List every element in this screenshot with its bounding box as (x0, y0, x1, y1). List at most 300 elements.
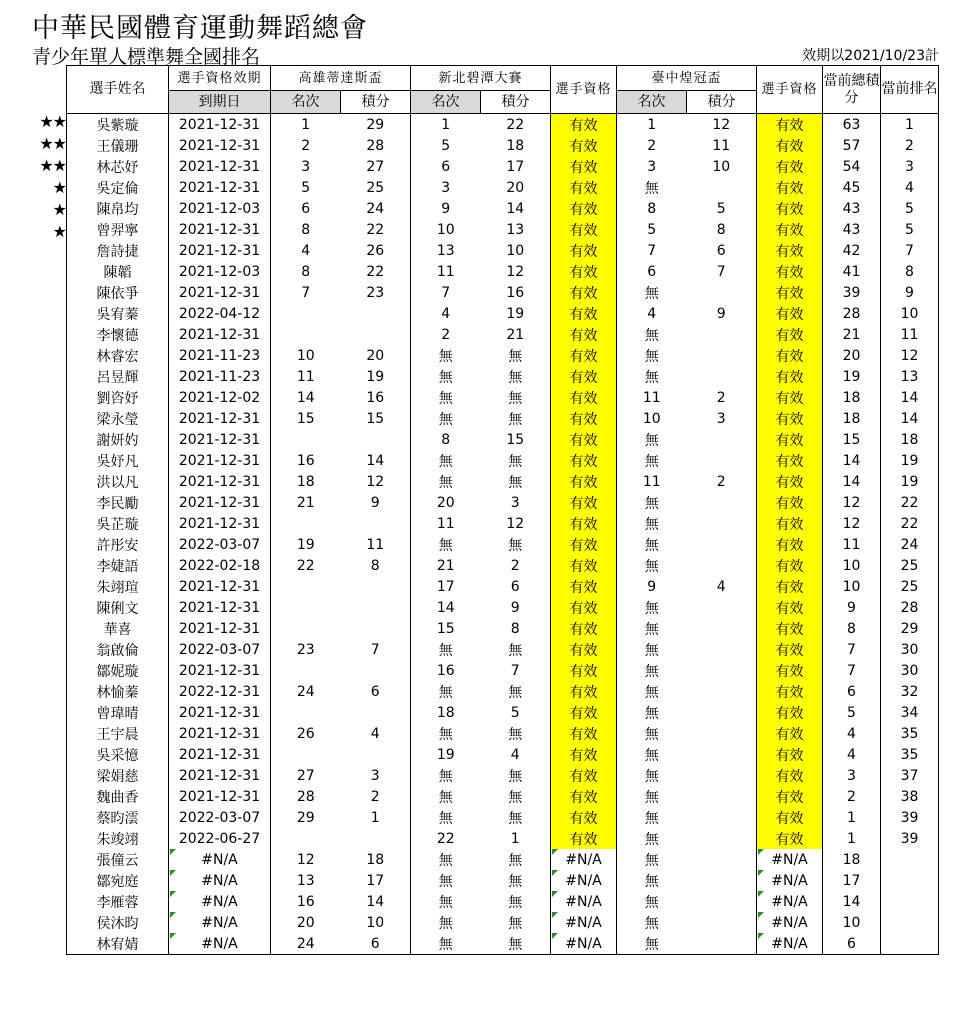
qual1-cell: 有效 (551, 639, 617, 660)
total-cell: 12 (823, 492, 881, 513)
header-total: 當前總積分 (823, 66, 881, 114)
rank-cell (881, 849, 939, 870)
comp3-place-cell: 無 (644, 831, 659, 848)
qual2-cell: 有效 (757, 597, 823, 618)
comp3-place-cell: 1 (647, 116, 657, 133)
expiry-cell: 2022-02-18 (169, 555, 271, 576)
comp2-place-cell: 無 (411, 933, 481, 955)
expiry-cell: 2021-12-31 (169, 492, 271, 513)
comp1-place-cell (271, 576, 341, 597)
comp2-points-cell: 2 (481, 555, 551, 576)
rank-cell: 25 (881, 576, 939, 597)
table-row (67, 597, 939, 618)
rank-cell: 24 (881, 534, 939, 555)
comp3-points-cell (687, 429, 757, 450)
comp3-points-cell (687, 345, 757, 366)
comp2-points-cell: 無 (481, 534, 551, 555)
comp2-points-cell: 無 (481, 387, 551, 408)
name-cell: 呂昱輝 (67, 366, 169, 387)
qual2-cell: 有效 (757, 366, 823, 387)
comp2-place-cell: 9 (441, 200, 451, 217)
qual2-cell: 有效 (757, 723, 823, 744)
qual2-cell: #N/A (757, 933, 823, 955)
qual2-cell: #N/A (757, 912, 823, 933)
total-cell: 42 (823, 240, 881, 261)
comp3-points-cell: 2 (687, 387, 757, 408)
comp1-points-cell (341, 618, 411, 639)
comp2-place-cell: 無 (438, 873, 453, 890)
qual2-cell: 有效 (757, 282, 823, 303)
qual2-cell: 有效 (757, 555, 823, 576)
expiry-cell: 2021-12-31 (169, 513, 271, 534)
qual1-cell: 有效 (551, 135, 617, 156)
comp2-points-cell: 16 (481, 282, 551, 303)
total-cell: 20 (823, 345, 881, 366)
ranking-stars: ★ (52, 222, 66, 241)
comp2-place-cell: 無 (438, 684, 453, 701)
rank-cell: 30 (881, 639, 939, 660)
comp3-points-cell: 10 (687, 156, 757, 177)
comp1-place-cell: 3 (301, 158, 311, 175)
expiry-cell: #N/A (169, 849, 271, 870)
qual1-cell: 有效 (551, 387, 617, 408)
comp1-points-cell: 4 (341, 723, 411, 744)
total-cell: 18 (823, 387, 881, 408)
ranking-stars: ★★ (39, 156, 66, 175)
comp3-points-cell: 9 (687, 303, 757, 324)
table-row (67, 513, 939, 534)
expiry-cell: 2022-03-07 (169, 639, 271, 660)
qual2-cell: 有效 (757, 408, 823, 429)
rank-cell: 35 (881, 723, 939, 744)
comp2-points-cell: 9 (481, 597, 551, 618)
comp3-points-cell (687, 891, 757, 912)
total-cell: 18 (823, 849, 881, 870)
table-row (67, 849, 939, 870)
total-cell: 15 (823, 429, 881, 450)
comp1-place-cell: 15 (296, 410, 315, 427)
comp2-place-cell: 無 (438, 789, 453, 806)
expiry-cell: 2021-12-31 (169, 135, 271, 156)
total-cell: 2 (823, 786, 881, 807)
comp1-place-cell: 8 (301, 221, 311, 238)
qual1-cell: 有效 (551, 828, 617, 849)
qual1-cell: 有效 (551, 765, 617, 786)
qual1-cell: 有效 (551, 555, 617, 576)
header-name: 選手姓名 (67, 66, 169, 114)
comp2-place-cell: 10 (436, 221, 455, 238)
qual1-cell: #N/A (551, 933, 617, 955)
comp3-points-cell (687, 177, 757, 198)
comp2-points-cell: 無 (481, 807, 551, 828)
comp2-points-cell: 5 (481, 702, 551, 723)
expiry-cell: 2021-12-31 (169, 618, 271, 639)
comp1-points-cell: 2 (341, 786, 411, 807)
comp2-place-cell: 21 (436, 557, 455, 574)
qual2-cell: 有效 (757, 618, 823, 639)
qual2-cell: 有效 (757, 786, 823, 807)
table-row (67, 891, 939, 912)
expiry-cell: 2022-04-12 (169, 303, 271, 324)
comp2-points-cell: 3 (481, 492, 551, 513)
comp3-points-cell (687, 366, 757, 387)
expiry-cell: 2021-12-31 (169, 219, 271, 240)
comp3-points-cell: 8 (687, 219, 757, 240)
comp1-place-cell: 7 (301, 284, 311, 301)
qual2-cell: 有效 (757, 513, 823, 534)
comp3-place-cell: 無 (644, 894, 659, 911)
comp2-points-cell: 12 (481, 513, 551, 534)
table-row (67, 765, 939, 786)
comp2-points-cell: 無 (481, 849, 551, 870)
name-cell: 陳依爭 (67, 282, 169, 303)
comp3-place-cell: 9 (647, 578, 657, 595)
qual1-cell: 有效 (551, 534, 617, 555)
qual2-cell: 有效 (757, 429, 823, 450)
expiry-cell: 2021-12-31 (169, 114, 271, 136)
comp1-points-cell (341, 429, 411, 450)
comp2-points-cell: 12 (481, 261, 551, 282)
comp1-points-cell: 9 (341, 492, 411, 513)
comp3-place-cell: 無 (644, 537, 659, 554)
name-cell: 梁娟慈 (67, 765, 169, 786)
comp3-place-cell: 無 (644, 684, 659, 701)
comp2-points-cell: 7 (481, 660, 551, 681)
comp2-place-cell: 4 (441, 305, 451, 322)
qual2-cell: 有效 (757, 534, 823, 555)
name-cell: 李懷德 (67, 324, 169, 345)
header-rank: 當前排名 (881, 66, 939, 114)
comp1-points-cell: 22 (341, 219, 411, 240)
comp3-points-cell (687, 555, 757, 576)
expiry-cell: #N/A (169, 912, 271, 933)
total-cell: 4 (823, 723, 881, 744)
comp3-points-cell (687, 828, 757, 849)
table-row (67, 912, 939, 933)
comp1-points-cell (341, 324, 411, 345)
comp1-place-cell: 13 (296, 872, 315, 889)
qual2-cell: 有效 (757, 387, 823, 408)
comp1-points-cell: 12 (341, 471, 411, 492)
comp3-place-cell: 無 (644, 600, 659, 617)
comp1-place-cell: 22 (296, 557, 315, 574)
comp3-points-cell: 11 (687, 135, 757, 156)
comp3-points-cell (687, 702, 757, 723)
rank-cell: 4 (881, 177, 939, 198)
header-comp3: 臺中煌冠盃 (617, 66, 757, 91)
comp2-place-cell: 無 (438, 810, 453, 827)
rank-cell (881, 870, 939, 891)
comp3-place-cell: 無 (617, 933, 687, 955)
qual1-cell: #N/A (551, 891, 617, 912)
rank-cell (881, 891, 939, 912)
total-cell: 3 (823, 765, 881, 786)
comp2-points-cell: 21 (481, 324, 551, 345)
name-cell: 李民勵 (67, 492, 169, 513)
comp3-place-cell: 無 (644, 432, 659, 449)
header-qual2: 選手資格 (757, 66, 823, 114)
qual2-cell: 有效 (757, 765, 823, 786)
rank-cell: 5 (881, 219, 939, 240)
rank-cell: 14 (881, 408, 939, 429)
expiry-cell: 2021-12-31 (169, 597, 271, 618)
table-row (67, 555, 939, 576)
comp2-points-cell: 20 (481, 177, 551, 198)
comp2-place-cell: 無 (438, 537, 453, 554)
qual1-cell: 有效 (551, 597, 617, 618)
comp2-points-cell: 無 (481, 366, 551, 387)
total-cell: 41 (823, 261, 881, 282)
total-cell: 9 (823, 597, 881, 618)
comp1-place-cell (271, 597, 341, 618)
qual1-cell: 有效 (551, 429, 617, 450)
comp1-place-cell: 20 (296, 914, 315, 931)
expiry-cell: 2021-12-31 (169, 429, 271, 450)
expiry-cell: 2021-12-31 (169, 156, 271, 177)
comp1-place-cell (271, 324, 341, 345)
comp3-points-cell (687, 513, 757, 534)
rank-cell (881, 933, 939, 955)
comp1-place-cell: 14 (296, 389, 315, 406)
table-row (67, 198, 939, 219)
comp1-place-cell: 5 (301, 179, 311, 196)
qual1-cell: #N/A (551, 912, 617, 933)
page-title: 中華民國體育運動舞蹈總會 (32, 13, 368, 44)
qual1-cell: 有效 (551, 618, 617, 639)
expiry-cell: 2021-12-31 (169, 471, 271, 492)
comp2-place-cell: 17 (436, 578, 455, 595)
table-row (67, 156, 939, 177)
comp1-place-cell: 27 (296, 767, 315, 784)
comp3-place-cell: 無 (644, 369, 659, 386)
qual1-cell: 有效 (551, 156, 617, 177)
header-comp1-place: 名次 (271, 91, 341, 114)
name-cell: 林愉蓁 (67, 681, 169, 702)
total-cell: 7 (823, 660, 881, 681)
comp1-points-cell: 25 (341, 177, 411, 198)
header-comp2-points: 積分 (481, 91, 551, 114)
comp1-place-cell (271, 660, 341, 681)
expiry-cell: 2022-06-27 (169, 828, 271, 849)
expiry-cell: 2021-12-31 (169, 660, 271, 681)
comp1-points-cell (341, 576, 411, 597)
name-cell: 吳采憶 (67, 744, 169, 765)
name-cell: 謝妍妁 (67, 429, 169, 450)
qual1-cell: 有效 (551, 807, 617, 828)
qual2-cell: 有效 (757, 198, 823, 219)
expiry-cell: 2021-12-02 (169, 387, 271, 408)
expiry-cell: 2021-12-31 (169, 324, 271, 345)
comp3-points-cell (687, 660, 757, 681)
table-row (67, 219, 939, 240)
comp2-points-cell: 17 (481, 156, 551, 177)
name-cell: 王宇晨 (67, 723, 169, 744)
header-comp2: 新北碧潭大賽 (411, 66, 551, 91)
comp1-points-cell: 29 (341, 114, 411, 136)
header-qual1: 選手資格 (551, 66, 617, 114)
table-row (67, 282, 939, 303)
qual2-cell: 有效 (757, 471, 823, 492)
name-cell: 林芯妤 (67, 156, 169, 177)
table-row (67, 828, 939, 849)
comp2-points-cell: 14 (481, 198, 551, 219)
name-cell: 曾羿寧 (67, 219, 169, 240)
total-cell: 1 (823, 807, 881, 828)
comp2-place-cell: 無 (438, 474, 453, 491)
comp3-place-cell: 4 (647, 305, 657, 322)
table-row (67, 744, 939, 765)
expiry-cell: 2021-12-31 (169, 450, 271, 471)
comp3-place-cell: 3 (647, 158, 657, 175)
comp1-points-cell: 26 (341, 240, 411, 261)
qual2-cell: 有效 (757, 492, 823, 513)
comp2-place-cell: 無 (438, 915, 453, 932)
table-row (67, 135, 939, 156)
comp2-points-cell: 無 (481, 681, 551, 702)
comp2-place-cell: 11 (436, 263, 455, 280)
table-row (67, 471, 939, 492)
total-cell: 21 (823, 324, 881, 345)
comp3-place-cell: 無 (644, 810, 659, 827)
name-cell: 吳定倫 (67, 177, 169, 198)
comp3-place-cell: 無 (644, 495, 659, 512)
comp3-points-cell (687, 786, 757, 807)
table-row (67, 618, 939, 639)
rank-cell: 39 (881, 828, 939, 849)
qual1-cell: 有效 (551, 240, 617, 261)
header-expiry: 到期日 (169, 91, 271, 114)
comp3-points-cell (687, 849, 757, 870)
comp3-points-cell: 12 (687, 114, 757, 136)
comp2-place-cell: 無 (438, 390, 453, 407)
comp3-place-cell: 無 (644, 873, 659, 890)
total-cell: 7 (823, 639, 881, 660)
comp3-points-cell (687, 597, 757, 618)
qual2-cell: 有效 (757, 702, 823, 723)
comp2-place-cell: 7 (441, 284, 451, 301)
qual1-cell: 有效 (551, 261, 617, 282)
comp1-points-cell: 14 (341, 891, 411, 912)
comp2-place-cell: 3 (441, 179, 451, 196)
comp1-points-cell (341, 744, 411, 765)
name-cell: 詹詩捷 (67, 240, 169, 261)
comp1-place-cell: 11 (296, 368, 315, 385)
comp1-points-cell: 11 (341, 534, 411, 555)
comp1-points-cell: 22 (341, 261, 411, 282)
comp2-place-cell: 無 (438, 852, 453, 869)
ranking-stars: ★★ (39, 134, 66, 153)
rank-cell: 35 (881, 744, 939, 765)
comp2-place-cell: 無 (438, 642, 453, 659)
qual2-cell: #N/A (757, 891, 823, 912)
name-cell: 劉咨妤 (67, 387, 169, 408)
comp3-place-cell: 無 (644, 852, 659, 869)
expiry-cell: #N/A (169, 891, 271, 912)
comp3-points-cell (687, 723, 757, 744)
comp1-points-cell (341, 597, 411, 618)
name-cell: 林宥婧 (67, 933, 169, 955)
comp3-points-cell (687, 534, 757, 555)
table-row (67, 240, 939, 261)
expiry-cell: 2021-12-31 (169, 702, 271, 723)
comp3-place-cell: 8 (647, 200, 657, 217)
table-row (67, 639, 939, 660)
total-cell: 17 (823, 870, 881, 891)
qual2-cell: 有效 (757, 744, 823, 765)
qual1-cell: 有效 (551, 471, 617, 492)
comp3-points-cell (687, 933, 757, 955)
rank-cell: 39 (881, 807, 939, 828)
name-cell: 鄒妮璇 (67, 660, 169, 681)
name-cell: 陳俐文 (67, 597, 169, 618)
table-row (67, 681, 939, 702)
expiry-cell: 2021-12-31 (169, 408, 271, 429)
header-comp3-points: 積分 (687, 91, 757, 114)
qual1-cell: 有效 (551, 660, 617, 681)
qual1-cell: 有效 (551, 702, 617, 723)
total-cell: 12 (823, 513, 881, 534)
rank-cell: 18 (881, 429, 939, 450)
rank-cell: 22 (881, 513, 939, 534)
comp3-place-cell: 無 (644, 327, 659, 344)
total-cell: 54 (823, 156, 881, 177)
comp2-points-cell: 無 (481, 408, 551, 429)
rank-cell: 25 (881, 555, 939, 576)
qual1-cell: 有效 (551, 177, 617, 198)
qual2-cell: #N/A (757, 849, 823, 870)
comp1-place-cell (271, 513, 341, 534)
comp2-place-cell: 無 (438, 894, 453, 911)
comp3-place-cell: 無 (644, 621, 659, 638)
header-comp1: 高雄蒂達斯盃 (271, 66, 411, 91)
total-cell: 6 (823, 933, 881, 955)
comp1-points-cell: 10 (341, 912, 411, 933)
name-cell: 許彤安 (67, 534, 169, 555)
comp1-place-cell: 24 (296, 683, 315, 700)
comp2-points-cell: 無 (481, 471, 551, 492)
page-subtitle: 青少年單人標準舞全國排名 (32, 46, 261, 68)
qual1-cell: 有效 (551, 324, 617, 345)
comp3-points-cell (687, 681, 757, 702)
comp3-points-cell: 3 (687, 408, 757, 429)
qual2-cell: 有效 (757, 807, 823, 828)
comp1-place-cell: 21 (296, 494, 315, 511)
comp3-points-cell: 4 (687, 576, 757, 597)
total-cell: 45 (823, 177, 881, 198)
total-cell: 19 (823, 366, 881, 387)
comp3-points-cell (687, 282, 757, 303)
name-cell: 王儀珊 (67, 135, 169, 156)
comp3-place-cell: 6 (647, 263, 657, 280)
comp2-place-cell: 18 (436, 704, 455, 721)
comp2-points-cell: 18 (481, 135, 551, 156)
qual2-cell: 有效 (757, 156, 823, 177)
comp1-points-cell: 8 (341, 555, 411, 576)
rank-cell: 22 (881, 492, 939, 513)
comp1-place-cell: 1 (301, 116, 311, 133)
comp3-place-cell: 5 (647, 221, 657, 238)
qual2-cell: 有效 (757, 303, 823, 324)
comp2-points-cell: 22 (481, 114, 551, 136)
comp1-place-cell (271, 702, 341, 723)
qual2-cell: 有效 (757, 828, 823, 849)
name-cell: 梁永瑩 (67, 408, 169, 429)
comp1-points-cell: 6 (341, 933, 411, 955)
expiry-cell: 2022-12-31 (169, 681, 271, 702)
rank-cell: 1 (881, 114, 939, 136)
comp3-points-cell (687, 639, 757, 660)
comp1-place-cell: 29 (296, 809, 315, 826)
